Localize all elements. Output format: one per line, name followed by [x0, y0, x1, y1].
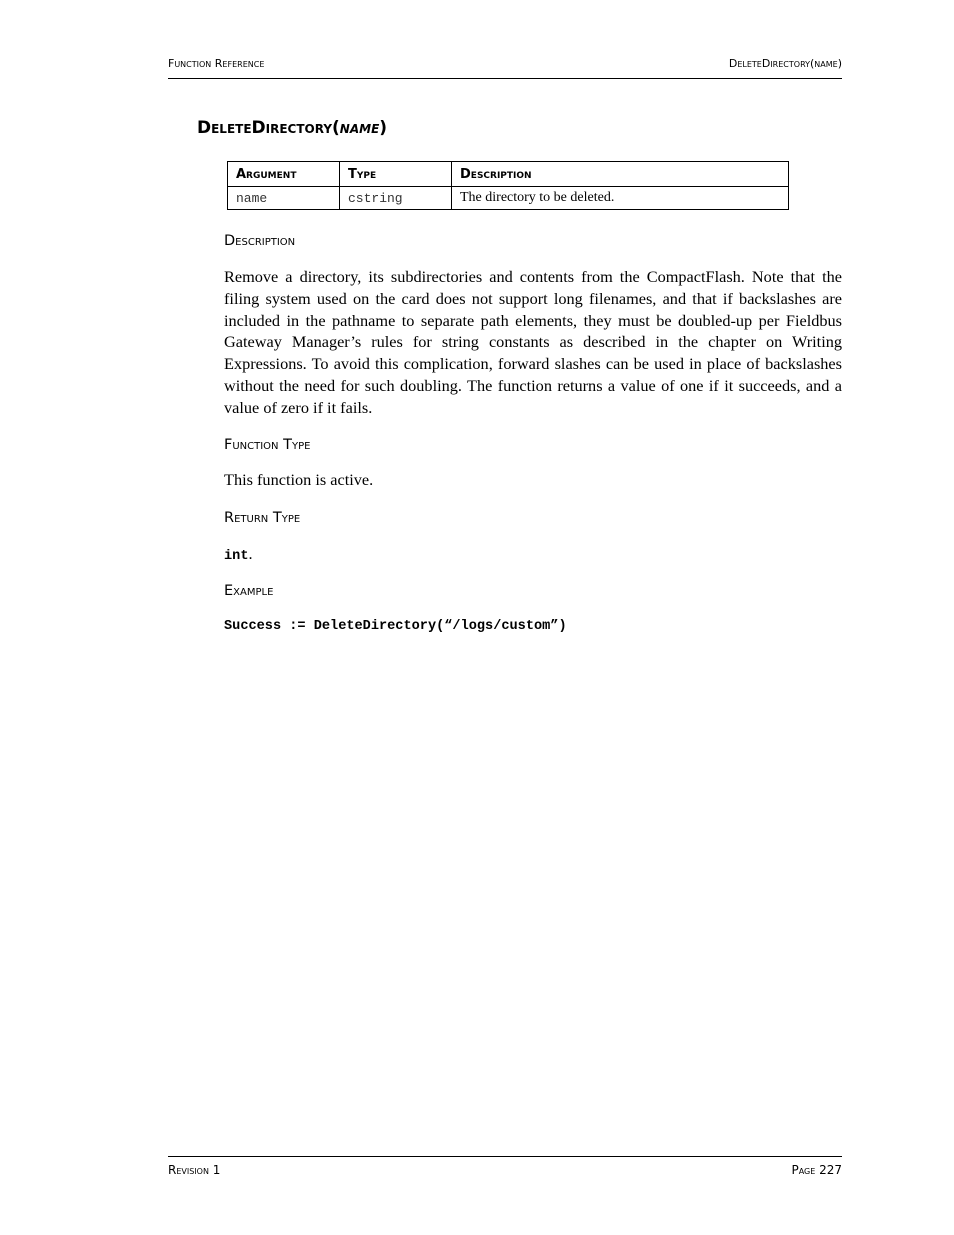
- page-header: [168, 56, 842, 79]
- column-header-type: Type: [340, 162, 452, 187]
- description-text: Remove a directory, its subdirectories and contents from the CompactFlash. Note that the filing system used on the card does not support long filenames, and that if backslashes are included in the pathname to separate path elements, they must be doubled-up per Fieldbus Gateway Manager’s rules for string constants as described in the chapter on Writing Expressions. To avoid this complication, forward slashes can be used in place of backslashes without the need for such doubling. The function returns a value of one if it succeeds, and a value of zero if it fails.: [224, 267, 842, 417]
- function-title-close: ): [379, 118, 388, 138]
- cell-argument: name: [228, 187, 340, 210]
- return-type-line: [224, 543, 842, 568]
- function-type-heading: Function Type: [224, 437, 311, 453]
- example-heading: Example: [224, 583, 274, 599]
- return-type-code: int: [224, 549, 249, 564]
- header-function-name: DeleteDirectory(name): [728, 57, 842, 70]
- function-title-name: DeleteDirectory(: [197, 118, 340, 138]
- function-type-text: This function is active.: [224, 470, 374, 489]
- footer-revision: Revision 1: [168, 1163, 221, 1177]
- cell-type: cstring: [340, 187, 452, 210]
- column-header-argument: Argument: [228, 162, 340, 187]
- column-header-description: Description: [452, 162, 789, 187]
- table-header-row: [228, 162, 789, 187]
- function-title-argument: name: [339, 118, 380, 138]
- cell-description: The directory to be deleted.: [452, 187, 789, 210]
- table-row: [228, 187, 789, 210]
- return-type-suffix: .: [248, 544, 253, 563]
- example-code: Success := DeleteDirectory(“/logs/custom”): [224, 619, 567, 634]
- page-footer: [168, 1156, 842, 1177]
- footer-page-number: Page 227: [791, 1163, 842, 1177]
- argument-table: [227, 161, 789, 210]
- function-title: [197, 118, 387, 138]
- header-section-title: Function Reference: [168, 57, 265, 70]
- return-type-heading: Return Type: [224, 510, 301, 526]
- description-heading: Description: [224, 233, 296, 249]
